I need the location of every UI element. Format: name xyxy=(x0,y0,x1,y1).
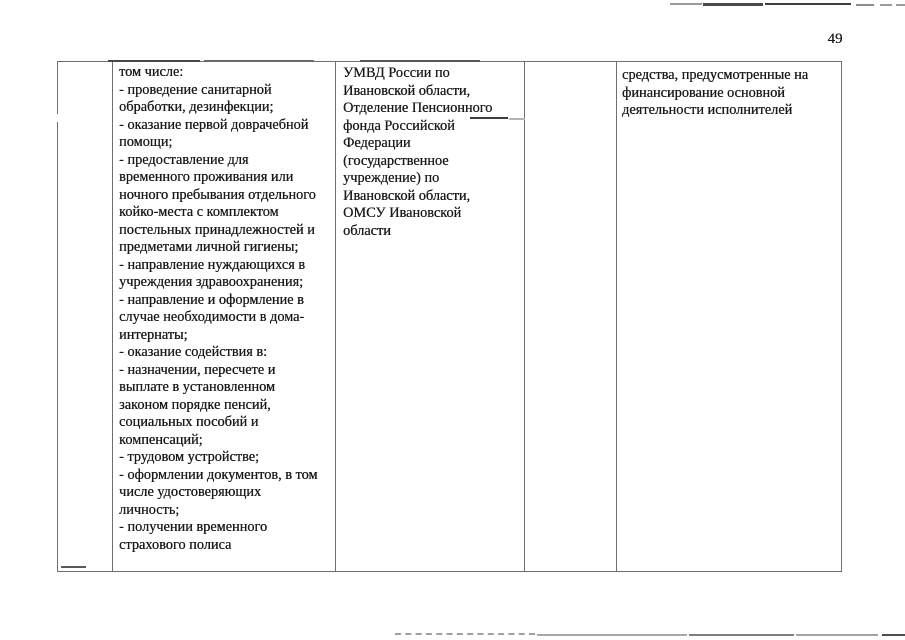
table-text-line: - трудовом устройстве; xyxy=(119,449,259,465)
table-text-line: (государственное xyxy=(343,152,449,169)
table-text-line: - оказание содействия в: xyxy=(119,344,267,360)
table-text-line: социальных пособий и xyxy=(119,414,259,430)
table-text-line: временного проживания или xyxy=(119,169,294,185)
table-text-line: помощи; xyxy=(119,134,173,150)
scan-artifact-bottom-line xyxy=(796,634,878,636)
table-text-line: - получении временного xyxy=(119,519,268,535)
table-text-line: предметами личной гигиены; xyxy=(119,239,299,255)
table-text-line: страхового полиса xyxy=(119,536,232,553)
table-text-line: деятельности исполнителей xyxy=(622,102,793,118)
table-text-line: УМВД России по xyxy=(343,65,450,81)
scan-artifact-bottom-line xyxy=(882,634,905,636)
table-text-line: числе удостоверяющих xyxy=(119,484,262,500)
table-text-line: том числе: xyxy=(119,64,184,80)
table-cell-col4 xyxy=(525,62,617,571)
scan-artifact-bottom-line xyxy=(395,633,535,635)
table-text-line: койко-места с комплектом xyxy=(119,204,279,220)
table-cell-col1 xyxy=(58,62,113,571)
table-text-line: - направление и оформление в xyxy=(119,291,304,308)
table-text-line: постельных принадлежностей и xyxy=(119,221,315,238)
scan-artifact-top-line xyxy=(765,3,851,5)
table-text-line: Федерации xyxy=(343,135,411,151)
table-text-line: случае необходимости в дома- xyxy=(119,309,305,325)
table-text-line: Ивановской области, xyxy=(343,187,471,204)
table-text-line: интернаты; xyxy=(119,326,188,343)
table-text-line: области xyxy=(343,222,391,239)
table-text-line: Отделение Пенсионного xyxy=(343,100,493,116)
table-text-line: - назначении, пересчете и xyxy=(119,361,276,378)
scan-artifact-bottom-line xyxy=(537,634,687,636)
table-text-line: обработки, дезинфекции; xyxy=(119,99,274,115)
table-cell-funding xyxy=(617,62,841,571)
table-cell-services xyxy=(113,62,336,571)
table-text-line: учреждение) по xyxy=(343,170,440,186)
table-text-line: фонда Российской xyxy=(343,117,455,134)
page-number: 49 xyxy=(827,31,843,47)
table-text-line: средства, предусмотренные на xyxy=(622,67,809,83)
scan-artifact-top-line xyxy=(880,4,892,6)
table-text-line: компенсаций; xyxy=(119,431,203,448)
table-text-line: - оказание первой доврачебной xyxy=(119,116,309,133)
document-table xyxy=(57,61,842,572)
scan-artifact-top-line xyxy=(703,3,763,6)
scan-artifact-top-line xyxy=(896,4,905,6)
table-text-line: ОМСУ Ивановской xyxy=(343,205,462,221)
table-text-line: - оформлении документов, в том xyxy=(119,466,318,483)
table-text-line: Ивановской области, xyxy=(343,82,471,99)
table-text-line: - предоставление для xyxy=(119,151,249,168)
table-cell-executors xyxy=(336,62,525,571)
table-text-line: учреждения здравоохранения; xyxy=(119,274,304,290)
table-text-line: - направление нуждающихся в xyxy=(119,256,305,273)
table-text-line: законом порядке пенсий, xyxy=(119,396,271,413)
scan-artifact-top-line xyxy=(856,4,874,6)
table-text-line: - проведение санитарной xyxy=(119,81,272,98)
table-text-line: финансирование основной xyxy=(622,84,785,101)
table-text-line: ночного пребывания отдельного xyxy=(119,186,316,203)
scan-artifact-top-line xyxy=(670,3,702,5)
scan-artifact-bottom-line xyxy=(689,634,794,636)
table-text-line: личность; xyxy=(119,501,180,518)
table-text-line: выплате в установленном xyxy=(119,379,275,395)
